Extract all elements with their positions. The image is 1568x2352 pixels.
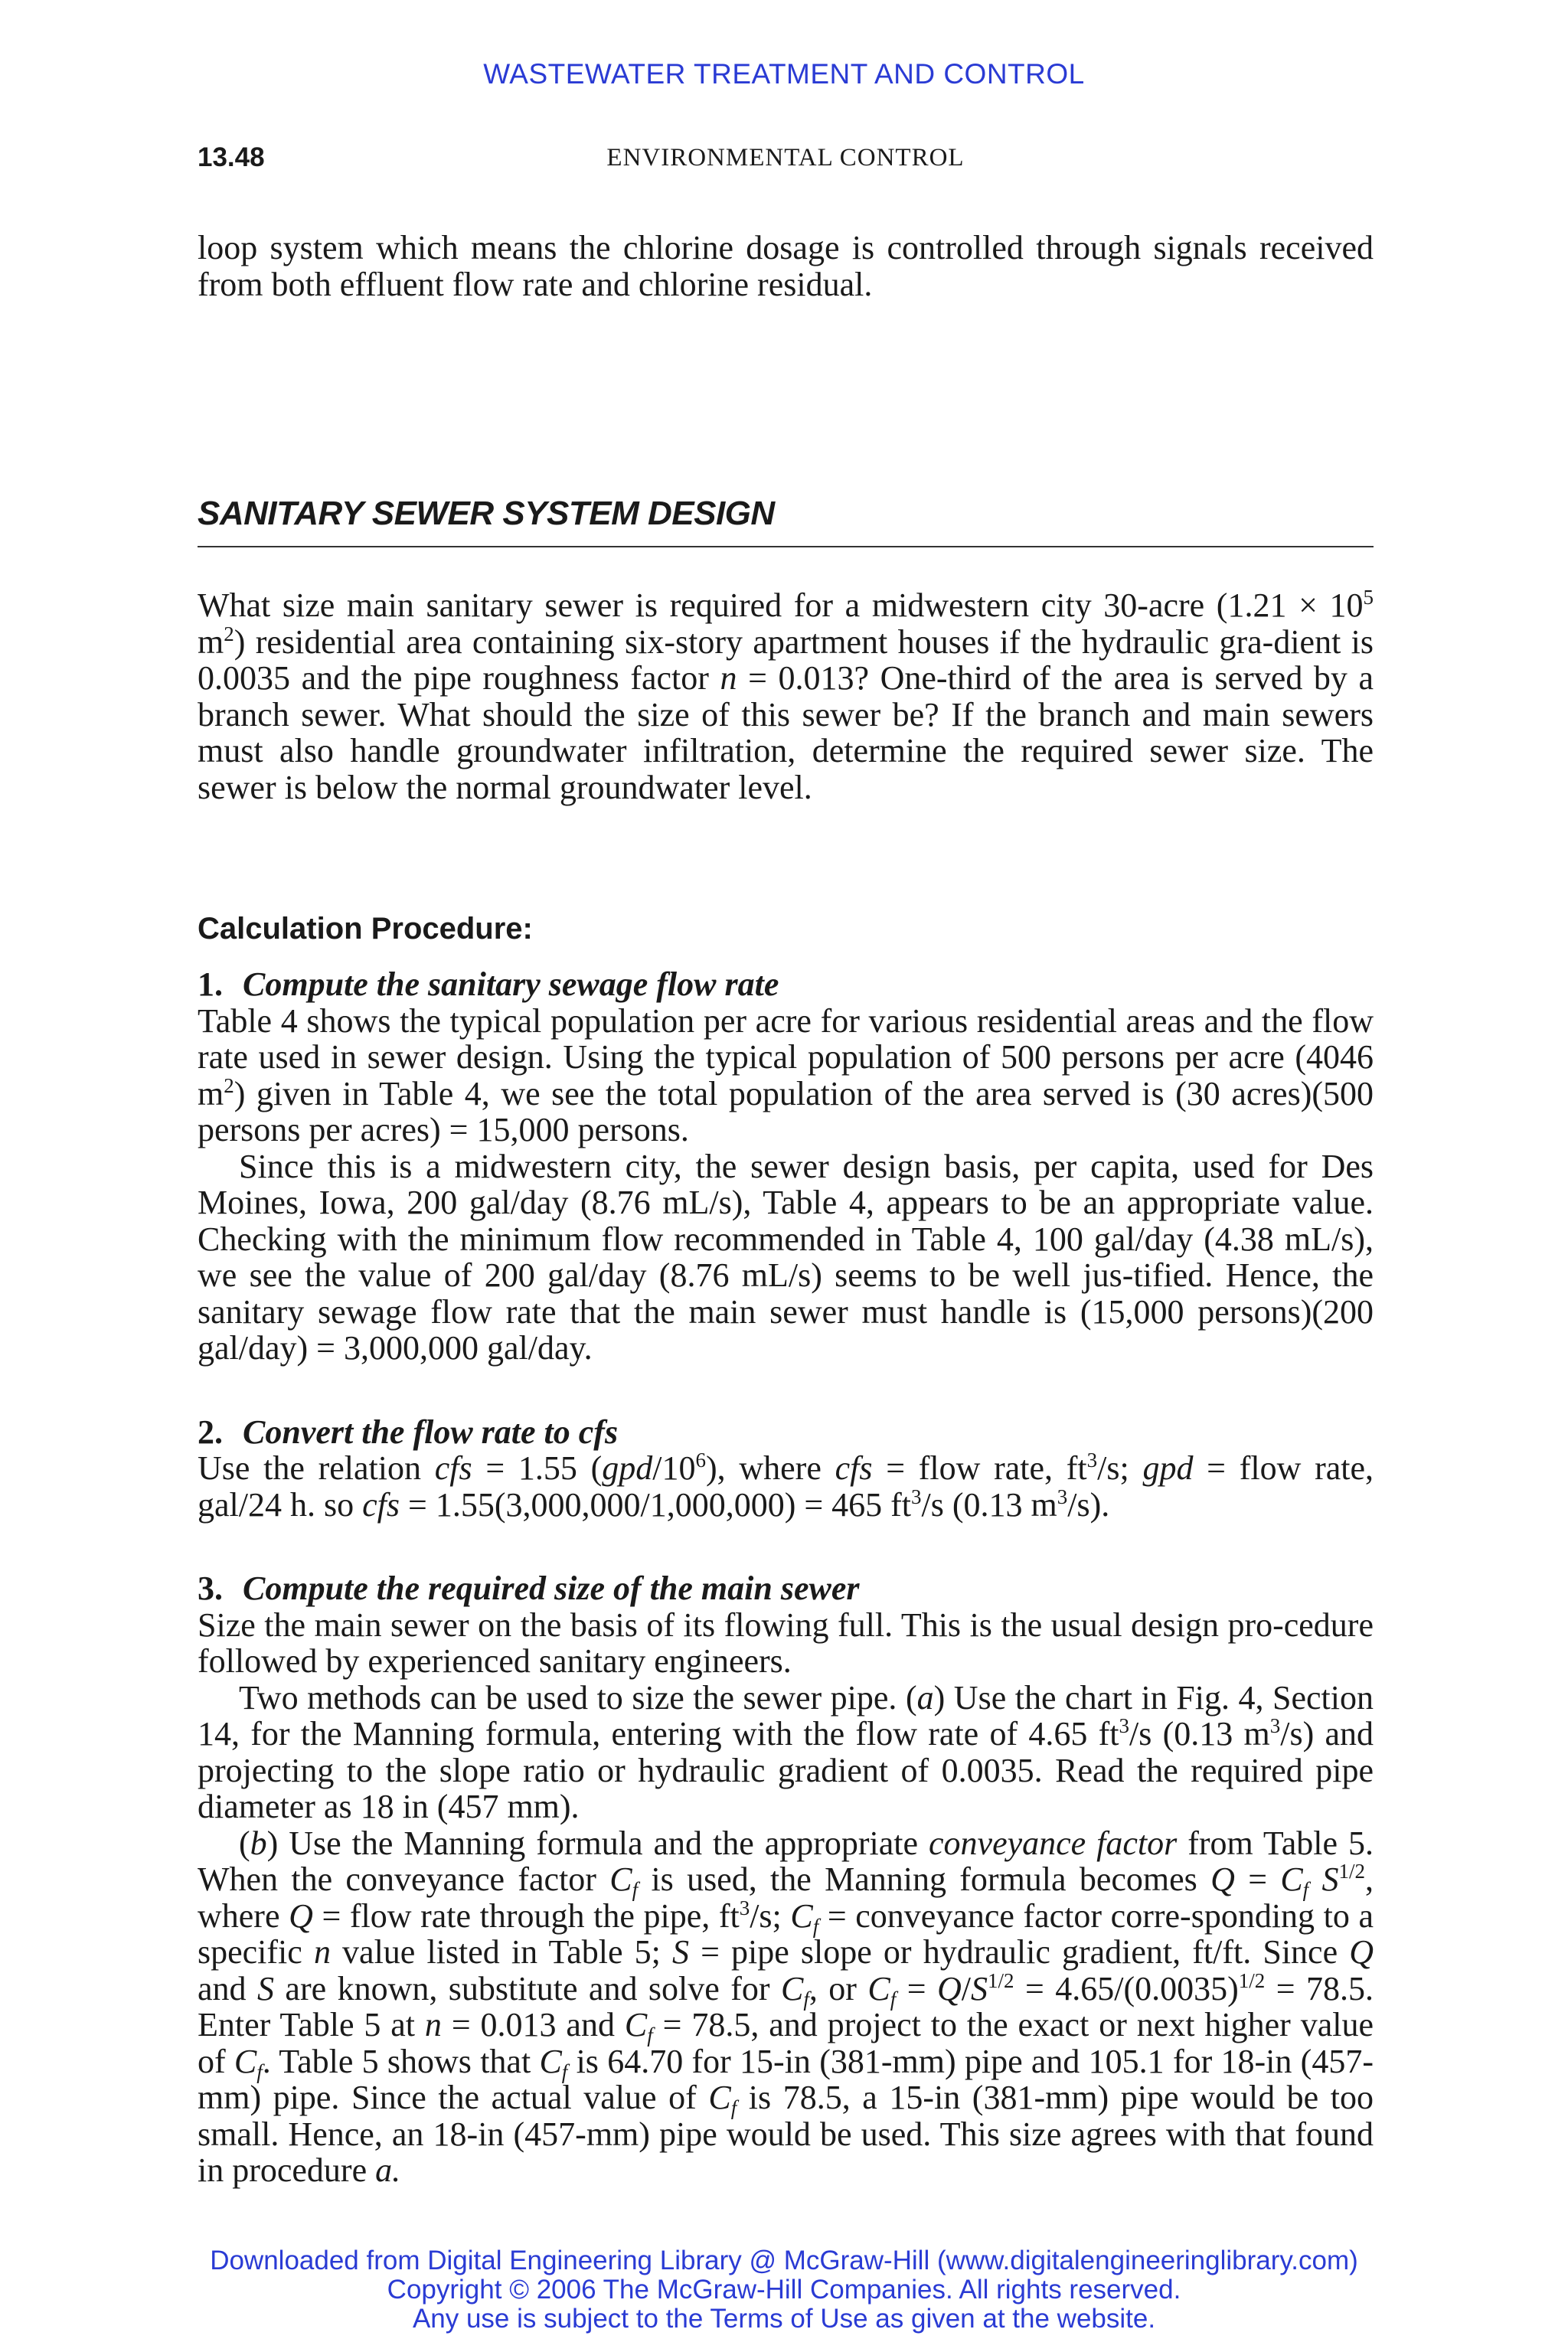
page-number: 13.48 [198,142,265,172]
step-2-paragraph: Use the relation cfs = 1.55 $(gpd/10^6)$, where cfs = flow rate, $ft^3/s$; gpd = flow rate, gal/24 h. so cfs = 1.55(3,000,000/1,000,000) = 465 $ft^3/s$ (0.13 $m^3/s$). [198,1449,1374,1524]
step-1-paragraph-1: Table 4 shows the typical population per acre for various residential areas and the flow rate used in sewer design. Using the typical population of 500 persons per acre (4046 $m^2$) given in Table 4, we see the total population of the area served is (30 acres)(500 persons per acres) = 15,000 persons. [198,1001,1374,1148]
footer [0,2246,1568,2334]
step-2-heading: 2. Convert the flow rate to cfs [198,1413,619,1451]
step-3-paragraph-2: Two methods can be used to size the sewer pipe. (a) Use the chart in Fig. 4, Section 14, for the Manning formula, entering with the flow rate of 4.65 $ft^3/s$ (0.13 $m^3/s$) and projecting to the slope ratio or hydraulic gradient of 0.0035. Read the required pipe diameter as 18 in (457 mm). [198,1678,1374,1825]
step-3-title: Compute the required size of the main sewer [243,1570,860,1607]
intro-paragraph: loop system which means the chlorine dosage is controlled through signals received from both effluent flow rate and chlorine residual. [198,229,1374,303]
footer-copyright-line: Copyright © 2006 The McGraw-Hill Companies. All rights reserved. [387,2275,1181,2305]
step-1-heading: 1. Compute the sanitary sewage flow rate [198,965,779,1003]
step-1-title: Compute the sanitary sewage flow rate [243,965,779,1003]
section-heading: SANITARY SEWER SYSTEM DESIGN [198,492,1374,547]
problem-statement: What size main sanitary sewer is required for a midwestern city 30-acre ($1.21 \times 10^5$ $m^2$) residential area containing six-story apartment houses if the hydraulic gra-dient is 0.0035 and the pipe roughness factor n = 0.013? One-third of the area is served by a branch sewer. What should the size of this sewer be? If the branch and main sewers must also handle groundwater infiltration, determine the required sewer size. The sewer is below the normal groundwater level. [198,586,1374,806]
calculation-procedure-heading: Calculation Procedure: [198,912,533,946]
footer-download-line: Downloaded from Digital Engineering Library @ McGraw-Hill (www.digitalengineeringlibrary.com) [210,2246,1358,2275]
step-3-paragraph-1: Size the main sewer on the basis of its flowing full. This is the usual design pro-cedure followed by experienced sanitary engineers. [198,1606,1374,1680]
running-head [198,142,1374,181]
banner-title: WASTEWATER TREATMENT AND CONTROL [483,58,1085,90]
running-title: ENVIRONMENTAL CONTROL [606,144,965,172]
step-3-paragraph-3: (b) Use the Manning formula and the appropriate conveyance factor from Table 5. When the conveyance factor $C_f$ is used, the Manning formula becomes $Q = C_f$ $S^{1/2}$, where Q = flow rate through the pipe, $ft^3/s$; $C_f$ = conveyance factor corre-sponding to a specific n value listed in Table 5; S = pipe slope or hydraulic gradient, ft/ft. Since Q and S are known, substitute and solve for $C_f$, or $C_f = Q/S^{1/2} = 4.65/(0.0035)^{1/2} = 78.5$. Enter Table 5 at n = 0.013 and $C_f = 78.5$, and project to the exact or next higher value of $C_f$. Table 5 shows that $C_f$ is 64.70 for 15-in (381-mm) pipe and 105.1 for 18-in (457-mm) pipe. Since the actual value of $C_f$ is 78.5, a 15-in (381-mm) pipe would be too small. Hence, an 18-in (457-mm) pipe would be used. This size agrees with that found in procedure a. [198,1824,1374,2189]
page-content [198,230,1374,2189]
step-2-title: Convert the flow rate to cfs [243,1413,619,1451]
step-1-paragraph-2: Since this is a midwestern city, the sewer design basis, per capita, used for Des Moines, Iowa, 200 gal/day (8.76 mL/s), Table 4, appears to be an appropriate value. Checking with the minimum flow recommended in Table 4, 100 gal/day (4.38 mL/s), we see the value of 200 gal/day (8.76 mL/s) seems to be well jus-tified. Hence, the sanitary sewage flow rate that the main sewer must handle is (15,000 persons)(200 gal/day) = 3,000,000 gal/day. [198,1147,1374,1367]
footer-terms-line: Any use is subject to the Terms of Use as given at the website. [412,2304,1156,2334]
step-3-heading: 3. Compute the required size of the main sewer [198,1570,860,1607]
